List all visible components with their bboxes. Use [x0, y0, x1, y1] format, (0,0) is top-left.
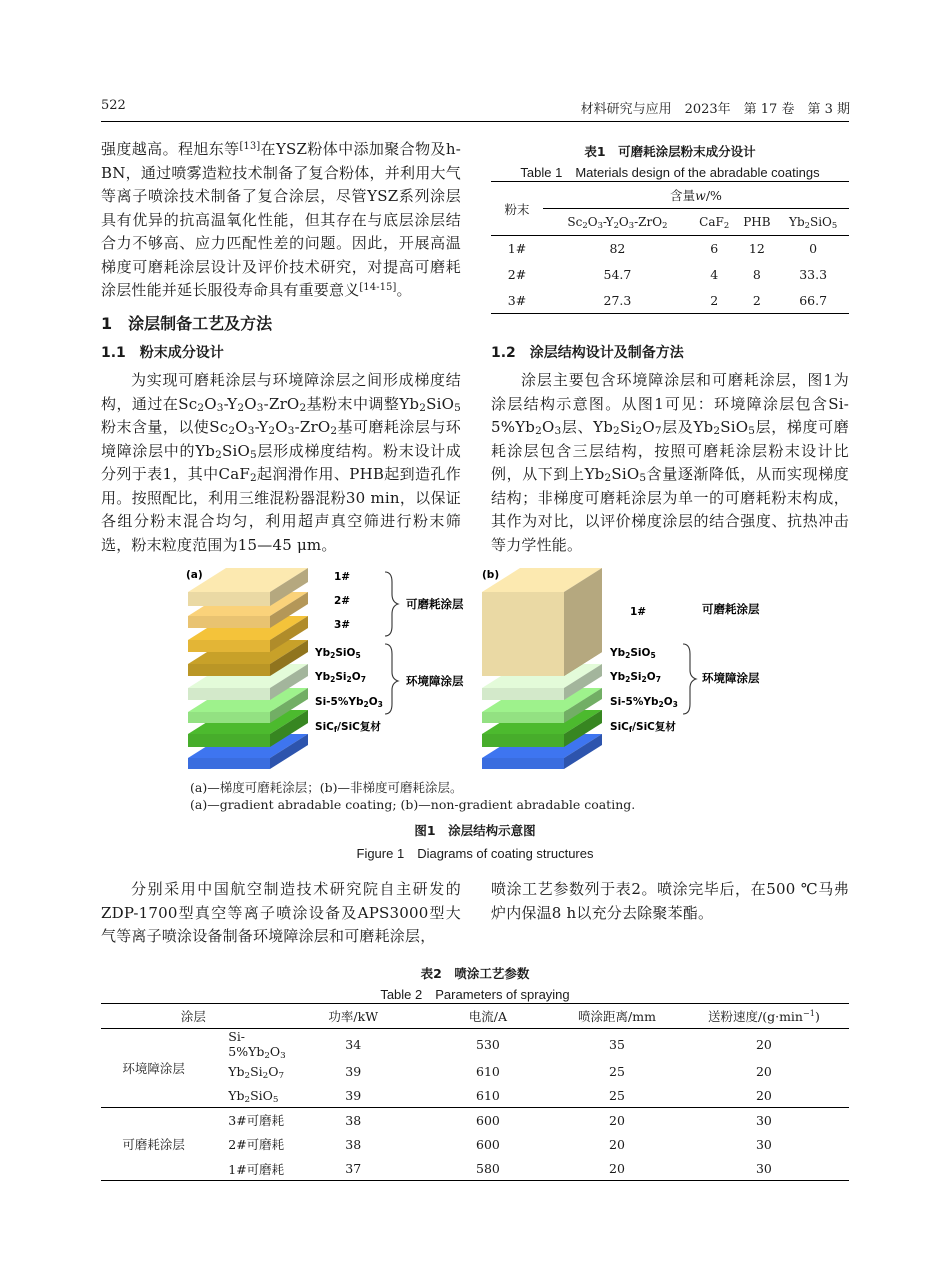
table-row	[101, 1108, 849, 1132]
table2-title-cn: 表2 喷涂工艺参数	[420, 966, 530, 981]
section-1-2-text: 涂层主要包含环境障涂层和可磨耗涂层，图1为涂层结构示意图。从图1可见：环境障涂层包含$Si-5\%Yb_2O_3$层、$Yb_2Si_2O_7$层及$Yb_2SiO_5$层，梯度可磨耗涂层包含三层结构，按照可磨耗涂层粉末设计比例，从下到上$Yb_2SiO_5$含量逐渐降低，从而实现梯度结构；非梯度可磨耗涂层为单一的可磨耗粉末构成，其作为对比，以评价梯度涂层的结合强度、抗热冲击等力学性能。	[491, 371, 850, 554]
table-row	[101, 1029, 849, 1060]
table2-header: 功率/kW	[286, 1004, 421, 1029]
spray-paragraph-right	[491, 878, 849, 925]
table2-header: 送粉速度$/(g\cdot\min^{-1})$	[679, 1004, 849, 1029]
panel-b-label: (b)	[482, 569, 500, 581]
substrate-a: SiCf/SiC复材	[315, 721, 381, 734]
table-row	[491, 236, 849, 262]
table-row	[101, 1157, 849, 1181]
table1-cell: 4	[710, 267, 719, 282]
table2-cell: 20	[755, 1063, 772, 1079]
table1-cell: 12	[748, 241, 765, 257]
layer-a-2: 2#	[334, 595, 351, 607]
table1-cell: 33.3	[799, 267, 828, 282]
table2-cell: 20	[679, 1083, 849, 1107]
layer-a-1: 1#	[334, 571, 351, 583]
table2	[101, 1003, 849, 1181]
table2-header: 喷涂距离/mm	[555, 1004, 679, 1029]
table-row	[101, 1083, 849, 1107]
table1-cell: 54.7	[603, 267, 632, 282]
table2-cell: 600	[476, 1112, 500, 1128]
section-1-2-title: 1.2 涂层结构设计及制备方法	[491, 345, 684, 361]
section-1-title: 1 涂层制备工艺及方法	[101, 314, 273, 333]
table1-cell: 82	[609, 241, 626, 257]
table1-col-content: 含量w/%	[543, 182, 849, 209]
spray-text-right: 喷涂工艺参数列于表2。喷涂完毕后，在500 ℃马弗炉内保温8 h以充分去除聚苯酯。	[491, 880, 849, 922]
table2-cell: 580	[421, 1157, 555, 1181]
table2-cell: 30	[755, 1112, 772, 1128]
table1-row-name: 2#	[507, 267, 527, 282]
table2-cell: 39	[345, 1063, 362, 1079]
intro-paragraph	[101, 138, 461, 303]
table2-cell: 37	[286, 1157, 421, 1181]
group-abradable-b: 可磨耗涂层	[702, 602, 760, 616]
substrate-b: SiCf/SiC复材	[610, 721, 676, 734]
ebc-b-2: Yb2Si2O7	[610, 671, 661, 684]
group-abradable-a: 可磨耗涂层	[406, 597, 464, 611]
table2-header: 涂层	[101, 1004, 286, 1029]
figure1-subcaption-en: (a)—gradient abradable coating; (b)—non-gradient abradable coating.	[190, 797, 636, 812]
group-ebc-b: 环境障涂层	[702, 671, 760, 685]
table2-cell: 38	[345, 1136, 362, 1152]
table1-cell: 2	[692, 288, 737, 314]
layer-b-1: 1#	[630, 606, 647, 618]
header-rule	[101, 121, 849, 122]
table2-cell: 38	[345, 1112, 362, 1128]
table2-cell: 610	[421, 1083, 555, 1107]
table1-cell: 27.3	[543, 288, 692, 314]
ebc-a-3: Si-5%Yb2O3	[315, 696, 383, 709]
table1	[491, 181, 849, 314]
journal-info: 材料研究与应用 2023年 第 17 卷 第 3 期	[580, 102, 850, 117]
figure1-subcaption-cn: (a)—梯度可磨耗涂层；(b)—非梯度可磨耗涂层。	[190, 780, 463, 795]
brace-ebc-a	[385, 644, 398, 714]
table1-title-en: Table 1 Materials design of the abradable coatings	[520, 165, 820, 180]
section-1-1-text: 为实现可磨耗涂层与环境障涂层之间形成梯度结构，通过在$Sc_2O_3-Y_2O_3-ZrO_2$基粉末中调整$Yb_2SiO_5$粉末含量，以使$Sc_2O_3-Y_2O_3-ZrO_2$基可磨耗涂层与环境障涂层中的$Yb_2SiO_5$层形成梯度结构。粉末设计成分列于表1，其中CaF$_2$起润滑作用、PHB起到造孔作用。按照配比，利用三维混粉器混粉30 min，以保证各组分粉末混合均匀，利用超声真空筛进行粉末筛选，粉末粒度范围为15—45 μm。	[101, 371, 462, 554]
figure1-caption-cn: 图1 涂层结构示意图	[414, 823, 536, 838]
table1-col-powder: 粉末	[491, 182, 543, 236]
table2-layer: $Yb_2SiO_5$	[206, 1083, 285, 1107]
table1-cell: 8	[752, 267, 761, 282]
table1-subcol: PHB	[737, 209, 778, 236]
section-1-1-body	[101, 369, 461, 557]
table2-cell: 530	[476, 1036, 500, 1052]
table1-subcol: CaF$_2$	[692, 209, 737, 236]
table1-subcol: $Yb_2SiO_5$	[777, 209, 849, 236]
table2-title-en: Table 2 Parameters of spraying	[380, 987, 570, 1002]
table-row	[491, 262, 849, 288]
ebc-b-1: Yb2SiO5	[610, 647, 656, 660]
table2-cell: 30	[679, 1157, 849, 1181]
group-ebc-a: 环境障涂层	[406, 674, 464, 688]
abr-block-b	[482, 568, 602, 676]
table1-cell: 2	[737, 288, 778, 314]
spray-text-left: 分别采用中国航空制造技术研究院自主研发的ZDP-1700型真空等离子喷涂设备及APS3000型大气等离子喷涂设备制备环境障涂层和可磨耗涂层，	[101, 880, 461, 945]
table2-cell: 20	[555, 1157, 679, 1181]
intro-text: 强度越高。程旭东等[13]在YSZ粉体中添加聚合物及h-BN，通过喷雾造粒技术制备了复合粉体，并利用大气等离子喷涂技术制备了复合涂层，尽管YSZ系列涂层具有优异的抗高温氧化性能，但其存在与底层涂层结合力不够高、应力匹配性差的问题。因此，开展高温梯度可磨耗涂层设计及评价技术研究，对提高可磨耗涂层性能并延长服役寿命具有重要意义[14-15]。	[101, 140, 461, 299]
table2-layer: $Yb_2Si_2O_7$	[228, 1063, 285, 1081]
table2-layer: 3#可磨耗	[228, 1113, 285, 1129]
table1-cell: 6	[710, 241, 719, 257]
page-number: 522	[101, 98, 126, 113]
table2-cell: 39	[286, 1083, 421, 1107]
table1-subcol: $Sc_2O_3-Y_2O_3-ZrO_2$	[543, 209, 692, 236]
table1-title-cn: 表1 可磨耗涂层粉末成分设计	[584, 144, 756, 159]
table2-cell: 20	[609, 1136, 625, 1152]
ebc-a-2: Yb2Si2O7	[315, 671, 366, 684]
table1-cell: 66.7	[777, 288, 849, 314]
table1-cell: 0	[809, 241, 818, 257]
table2-cell: 20	[755, 1036, 772, 1052]
table1-row-name: 1#	[507, 241, 527, 257]
table2-cell: 600	[476, 1136, 500, 1152]
table2-cell: 25	[555, 1083, 679, 1107]
table2-layer: 2#可磨耗	[228, 1137, 285, 1153]
layer-a-3: 3#	[334, 619, 351, 631]
section-1-2-body	[491, 369, 849, 557]
table2-cell: 610	[476, 1063, 500, 1079]
brace-ebc-b	[683, 644, 696, 714]
table-row	[491, 288, 849, 314]
table2-cell: 34	[345, 1036, 362, 1052]
ebc-a-1: Yb2SiO5	[315, 647, 361, 660]
section-1-1-title: 1.1 粉末成分设计	[101, 345, 224, 361]
table2-header: 电流/A	[421, 1004, 555, 1029]
panel-a-label: (a)	[186, 569, 203, 581]
table2-layer: 1#可磨耗	[206, 1157, 285, 1181]
table2-cell: 25	[609, 1063, 625, 1079]
table2-group-name: 可磨耗涂层	[101, 1108, 206, 1181]
table2-cell: 20	[609, 1112, 625, 1128]
table1-row-name: 3#	[491, 288, 543, 314]
table2-group-name: 环境障涂层	[101, 1029, 206, 1108]
spray-paragraph-left	[101, 878, 461, 949]
figure1-caption-en: Figure 1 Diagrams of coating structures	[356, 846, 594, 861]
figure1-panel-b	[482, 568, 602, 769]
ebc-b-3: Si-5%Yb2O3	[610, 696, 678, 709]
brace-abradable-a	[385, 572, 398, 636]
table2-cell: 30	[755, 1136, 772, 1152]
table-row	[101, 1059, 849, 1083]
table-row	[101, 1132, 849, 1156]
table2-cell: 35	[609, 1036, 625, 1052]
table2-layer: $Si-5\%Yb_2O_3$	[228, 1029, 286, 1061]
figure1-panel-a	[188, 568, 308, 769]
figure1-diagram	[180, 564, 780, 776]
